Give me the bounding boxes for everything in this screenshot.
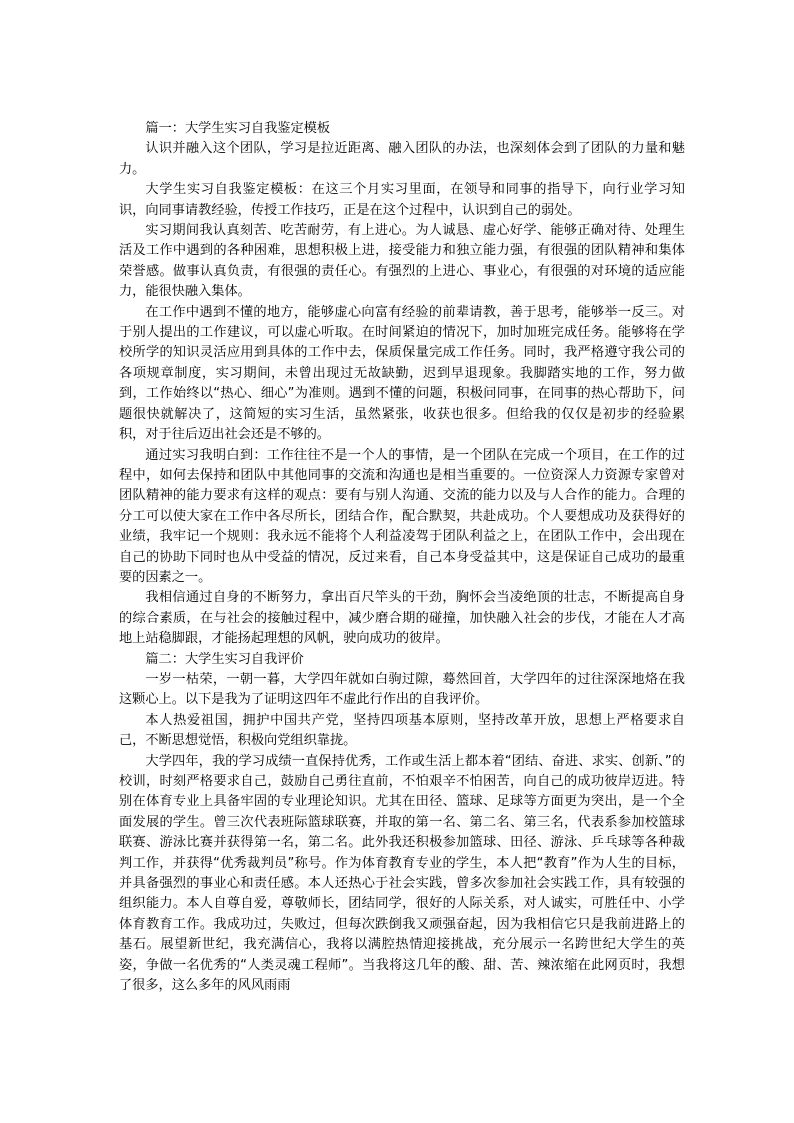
body-paragraph: 认识并融入这个团队，学习是拉近距离、融入团队的办法，也深刻体会到了团队的力量和魅力。 (119, 141, 685, 177)
body-paragraph: 本人热爱祖国，拥护中国共产党，坚持四项基本原则，坚持改革开放，思想上严格要求自己，不断思想觉悟，积极向党组织靠拢。 (119, 712, 685, 749)
section-heading-2: 篇二：大学生实习自我评价 (145, 651, 304, 667)
body-paragraph: 大学生实习自我鉴定模板：在这三个月实习里面，在领导和同事的指导下，向行业学习知识，向同事请教经验，传授工作技巧，正是在这个过程中，认识到自己的弱处。 (119, 182, 685, 218)
body-paragraph: 大学四年，我的学习成绩一直保持优秀，工作或生活上都本着“团结、奋进、求实、创新、”的校训，时刻严格要求自己，鼓励自己勇往直前，不怕艰辛不怕困苦，向自己的成功彼岸迈进。特别在体育专业上具备牢固的专业理论知识。尤其在田径、篮球、足球等方面更为突出，是一个全面发展的学生。曾三次代表班际篮球联赛，并取的第一名、第二名、第三名，代表系参加校篮球联赛、游泳比赛并获得第一名，第二名。此外我还积极参加篮球、田径、游泳、乒乓球等各种裁判工作，并获得“优秀裁判员”称号。作为体育教育专业的学生，本人把“教育”作为人生的目标，并具备强烈的事业心和责任感。本人还热心于社会实践，曾多次参加社会实践工作，具有较强的组织能力。本人自尊自爱，尊敬师长，团结同学，很好的人际关系，对人诚实，可胜任中、小学体育教育工作。我成功过，失败过，但每次跌倒我又顽强奋起，因为我相信它只是我前进路上的基石。展望新世纪，我充满信心，我将以满腔热情迎接挑战，充分展示一名跨世纪大学生的英姿，争做一名优秀的“人类灵魂工程师”。当我将这几年的酸、甜、苦、辣浓缩在此网页时，我想了很多，这么多年的风风雨雨 (119, 753, 685, 994)
body-paragraph: 实习期间我认真刻苦、吃苦耐劳，有上进心。为人诚恳、虚心好学、能够正确对待、处理生活及工作中遇到的各种困难，思想积极上进，接受能力和独立能力强，有很强的团队精神和集体荣誉感。做事认真负责，有很强的责任心。有强烈的上进心、事业心，有很强的对环境的适应能力，能很快融入集体。 (119, 223, 685, 300)
document-page (119, 119, 685, 996)
body-paragraph: 在工作中遇到不懂的地方，能够虚心向富有经验的前辈请教，善于思考，能够举一反三。对于别人提出的工作建议，可以虚心听取。在时间紧迫的情况下，加时加班完成任务。能够将在学校所学的知识灵活应用到具体的工作中去，保质保量完成工作任务。同时，我严格遵守我公司的各项规章制度，实习期间，未曾出现过无故缺勤，迟到早退现象。我脚踏实地的工作，努力做到，工作始终以“热心、细心”为准则。遇到不懂的问题，积极问同事，在同事的热心帮助下，问题很快就解决了，这简短的实习生活，虽然紧张，收获也很多。但给我的仅仅是初步的经验累积，对于往后迈出社会还是不够的。 (119, 304, 685, 443)
body-paragraph: 一岁一枯荣，一朝一暮，大学四年就如白驹过隙，蓦然回首，大学四年的过往深深地烙在我这颗心上。以下是我为了证明这四年不虚此行作出的自我评价。 (119, 671, 685, 708)
body-paragraph: 通过实习我明白到：工作往往不是一个人的事情，是一个团队在完成一个项目，在工作的过程中，如何去保持和团队中其他同事的交流和沟通也是相当重要的。一位资深人力资源专家曾对团队精神的能力要求有这样的观点：要有与别人沟通、交流的能力以及与人合作的能力。合理的分工可以使大家在工作中各尽所长，团结合作，配合默契，共赴成功。个人要想成功及获得好的业绩，我牢记一个规则：我永远不能将个人利益凌驾于团队利益之上，在团队工作中，会出现在自己的协助下同时也从中受益的情况，反过来看，自己本身受益其中，这是保证自己成功的最重要的因素之一。 (119, 447, 685, 585)
body-paragraph: 我相信通过自身的不断努力，拿出百尺竿头的干劲，胸怀会当凌绝顶的壮志，不断提高自身的综合素质，在与社会的接触过程中，减少磨合期的碰撞，加快融入社会的步伐，才能在人才高地上站稳脚跟，才能扬起理想的风帆，驶向成功的彼岸。 (119, 590, 685, 647)
section-heading-1: 篇一：大学生实习自我鉴定模板 (145, 121, 331, 136)
